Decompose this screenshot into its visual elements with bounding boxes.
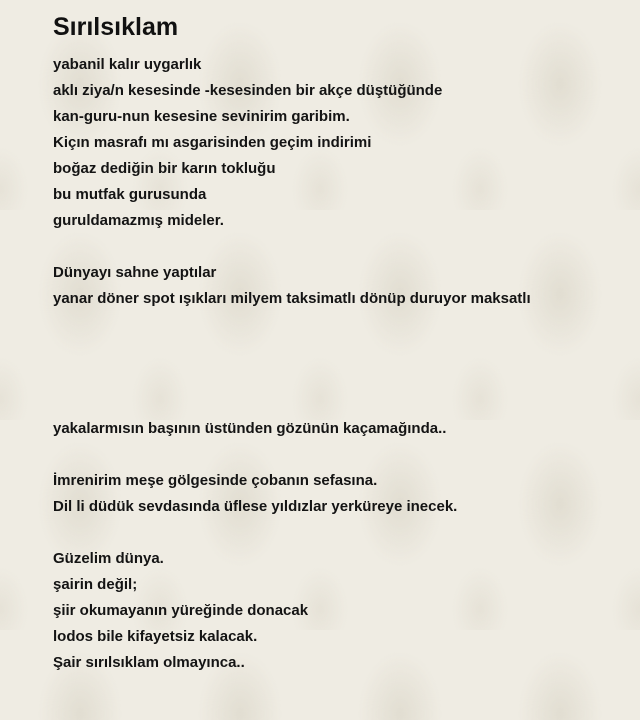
- poem-title: Sırılsıklam: [53, 13, 179, 41]
- stanza-5: [53, 546, 623, 676]
- poem-line: Kiçın masrafı mı asgarisinden geçim indirimi: [53, 134, 372, 151]
- poem-line: şairin değil;: [53, 576, 138, 593]
- poem-line: Dünyayı sahne yaptılar: [53, 264, 217, 281]
- poem-line: lodos bile kifayetsiz kalacak.: [53, 628, 258, 645]
- stanza-1: [53, 52, 623, 234]
- poem-line: yanar döner spot ışıkları milyem taksimatlı dönüp duruyor maksatlı: [53, 290, 531, 307]
- poem-line: yabanil kalır uygarlık: [53, 56, 202, 73]
- poem-line: Güzelim dünya.: [53, 550, 164, 567]
- poem-line: Dil li düdük sevdasında üflese yıldızlar yerküreye inecek.: [53, 498, 458, 515]
- stanza-4: [53, 468, 623, 520]
- poem-line: Şair sırılsıklam olmayınca..: [53, 654, 245, 671]
- poem-line: guruldamazmış mideler.: [53, 212, 224, 229]
- poem-line: bu mutfak gurusunda: [53, 186, 207, 203]
- poem-line: boğaz dediğin bir karın tokluğu: [53, 160, 276, 177]
- poem-line: kan-guru-nun kesesine sevinirim garibim.: [53, 108, 350, 125]
- poem: [53, 12, 623, 702]
- poem-line: şiir okumayanın yüreğinde donacak: [53, 602, 309, 619]
- poem-line: İmrenirim meşe gölgesinde çobanın sefasına.: [53, 472, 378, 489]
- poem-line: aklı ziya/n kesesinde -kesesinden bir akçe düştüğünde: [53, 82, 443, 99]
- stanza-2: [53, 260, 623, 312]
- poem-line: yakalarmısın başının üstünden gözünün kaçamağında..: [53, 420, 447, 437]
- stanza-3: [53, 416, 623, 442]
